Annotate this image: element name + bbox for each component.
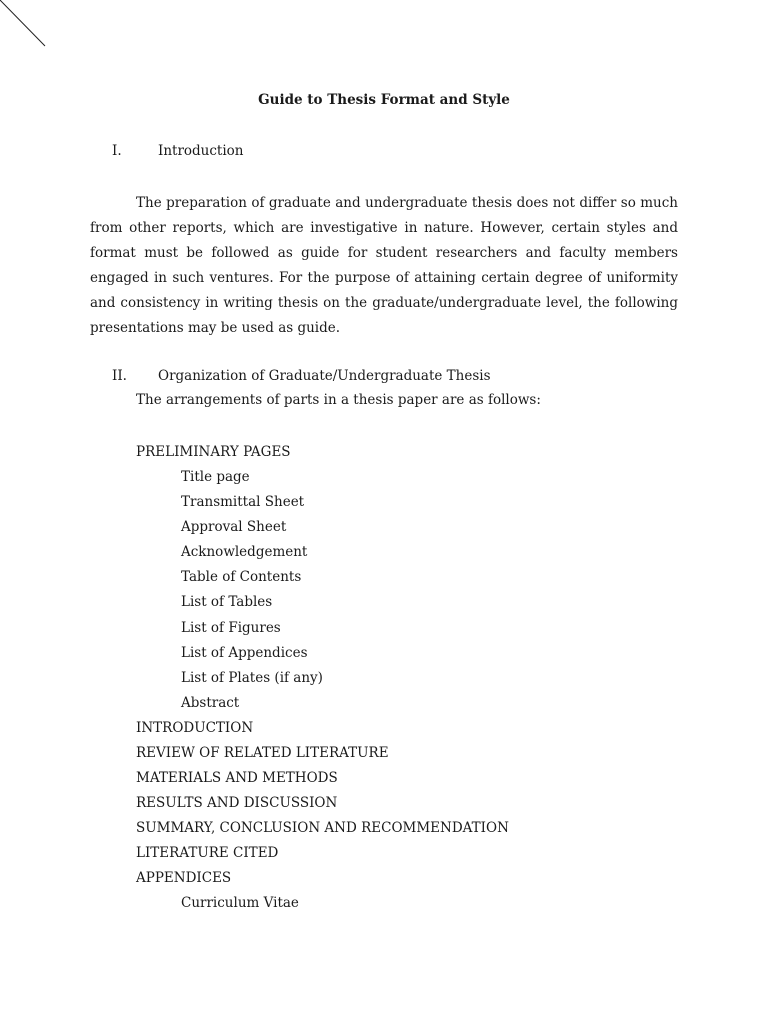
section-title: Organization of Graduate/Undergraduate Thesis [158, 368, 491, 384]
outline-main-part: SUMMARY, CONCLUSION AND RECOMMENDATION [136, 820, 509, 837]
thesis-parts-outline [0, 442, 509, 918]
intro-paragraph: The preparation of graduate and undergraduate thesis does not differ so much from other reports, which are investigative in nature. However, certain styles and format must be followed as guide for student researchers and faculty members engaged in such ventures. For the purpose of attaining certain degree of uniformity and consistency in writing thesis on the graduate/undergraduate level, the following presentations may be used as guide. [90, 195, 678, 336]
outline-main-part: PRELIMINARY PAGES [136, 444, 291, 460]
outline-main-part: INTRODUCTION [136, 719, 254, 736]
outline-main-part: MATERIALS AND METHODS [136, 770, 338, 787]
outline-sub-part: Abstract [181, 694, 240, 711]
document-title: Guide to Thesis Format and Style [258, 92, 510, 108]
outline-sub-part: Acknowledgement [181, 544, 308, 561]
arrangement-intro: The arrangements of parts in a thesis paper are as follows: [136, 392, 541, 408]
section-title: Introduction [158, 143, 244, 159]
outline-main-part: REVIEW OF RELATED LITERATURE [136, 744, 389, 761]
outline-sub-part: List of Tables [181, 594, 273, 611]
outline-sub-part: Table of Contents [181, 569, 302, 586]
page-corner-fold-mark [0, 0, 48, 48]
outline-sub-part: List of Appendices [181, 644, 308, 661]
outline-main-part: LITERATURE CITED [136, 845, 279, 862]
section-heading-introduction [112, 143, 244, 159]
section-heading-organization [112, 368, 491, 384]
outline-sub-part: Approval Sheet [181, 519, 287, 536]
outline-sub-part: Curriculum Vitae [181, 895, 299, 912]
outline-main-part: RESULTS AND DISCUSSION [136, 795, 338, 812]
outline-sub-part: Transmittal Sheet [181, 494, 305, 511]
section-number: II. [112, 368, 127, 384]
section-number: I. [112, 143, 122, 159]
outline-main-part: APPENDICES [136, 870, 232, 887]
outline-sub-part: Title page [181, 469, 250, 486]
outline-sub-part: List of Plates (if any) [181, 669, 323, 686]
outline-sub-part: List of Figures [181, 619, 281, 636]
